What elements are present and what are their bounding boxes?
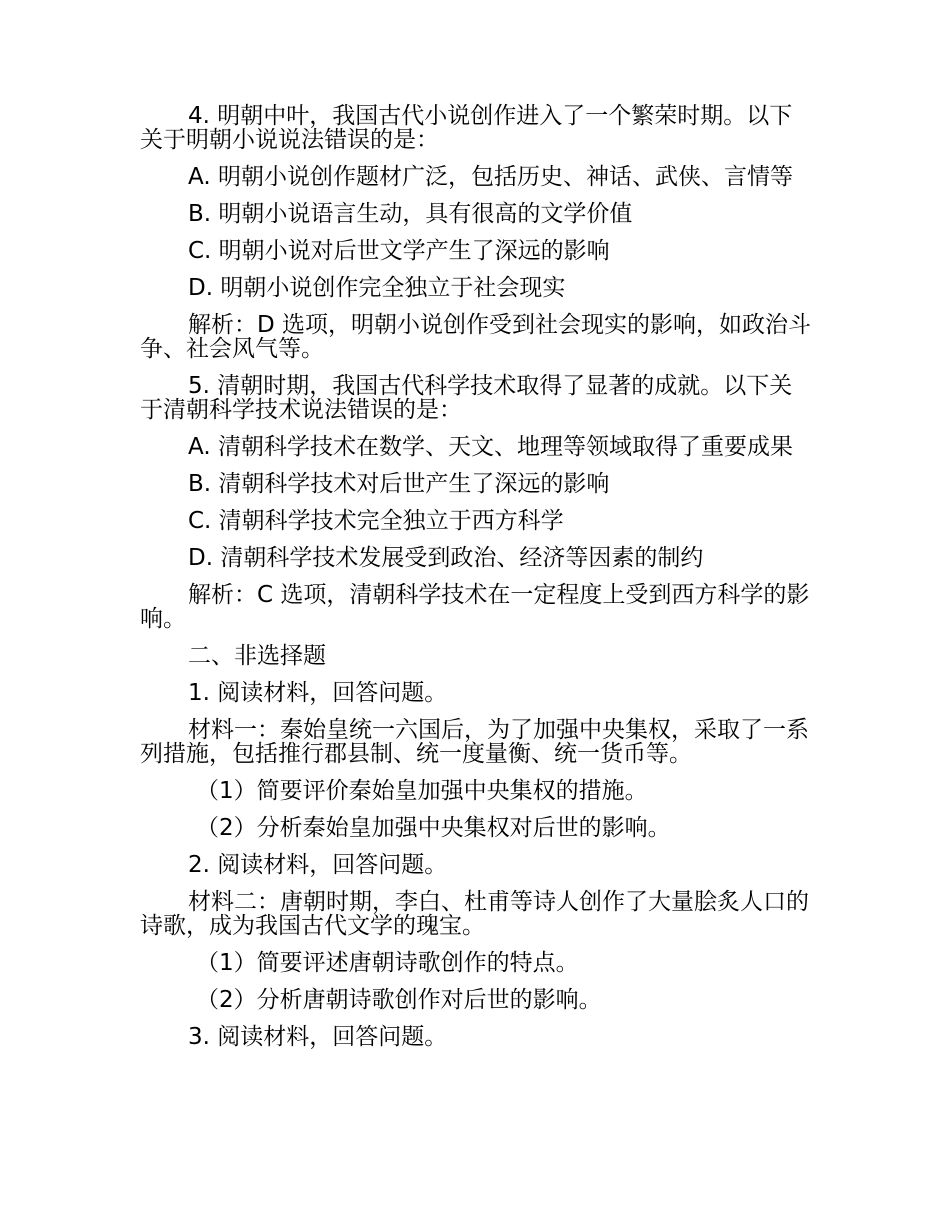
nonchoice-question-1: 1. 阅读材料，回答问题。 [188, 680, 448, 706]
question-5-option-b: B. 清朝科学技术对后世产生了深远的影响 [188, 471, 610, 497]
question-5-stem: 5. 清朝时期，我国古代科学技术取得了显著的成就。以下关于清朝科学技术说法错误的是： [140, 373, 793, 423]
question-4-option-b: B. 明朝小说语言生动，具有很高的文学价值 [188, 201, 633, 227]
question-5-analysis: 解析：C 选项，清朝科学技术在一定程度上受到西方科学的影响。 [140, 582, 810, 632]
nonchoice-question-3: 3. 阅读材料，回答问题。 [188, 1024, 448, 1050]
material-1-subquestion-2: （2）分析秦始皇加强中央集权对后世的影响。 [196, 815, 671, 841]
material-2: 材料二：唐朝时期，李白、杜甫等诗人创作了大量脍炙人口的诗歌，成为我国古代文学的瑰宝。 [140, 889, 809, 939]
material-1-subquestion-1: （1）简要评价秦始皇加强中央集权的措施。 [196, 778, 648, 804]
nonchoice-question-2: 2. 阅读材料，回答问题。 [188, 852, 448, 878]
material-2-subquestion-2: （2）分析唐朝诗歌创作对后世的影响。 [196, 987, 602, 1013]
question-5-option-c: C. 清朝科学技术完全独立于西方科学 [188, 508, 564, 534]
question-4-option-a: A. 明朝小说创作题材广泛，包括历史、神话、武侠、言情等 [188, 164, 793, 190]
question-4-analysis: 解析：D 选项，明朝小说创作受到社会现实的影响，如政治斗争、社会风气等。 [140, 312, 812, 362]
question-4-option-c: C. 明朝小说对后世文学产生了深远的影响 [188, 238, 610, 264]
section-heading: 二、非选择题 [188, 643, 326, 669]
question-5-option-a: A. 清朝科学技术在数学、天文、地理等领域取得了重要成果 [188, 434, 793, 460]
question-4-option-d: D. 明朝小说创作完全独立于社会现实 [188, 275, 566, 301]
material-1: 材料一：秦始皇统一六国后，为了加强中央集权，采取了一系列措施，包括推行郡县制、统一度量衡、统一货币等。 [140, 717, 809, 767]
document-page [140, 104, 812, 1062]
material-2-subquestion-1: （1）简要评述唐朝诗歌创作的特点。 [196, 950, 579, 976]
question-5-option-d: D. 清朝科学技术发展受到政治、经济等因素的制约 [188, 545, 704, 571]
question-4-stem: 4. 明朝中叶，我国古代小说创作进入了一个繁荣时期。以下关于明朝小说说法错误的是： [140, 103, 793, 153]
